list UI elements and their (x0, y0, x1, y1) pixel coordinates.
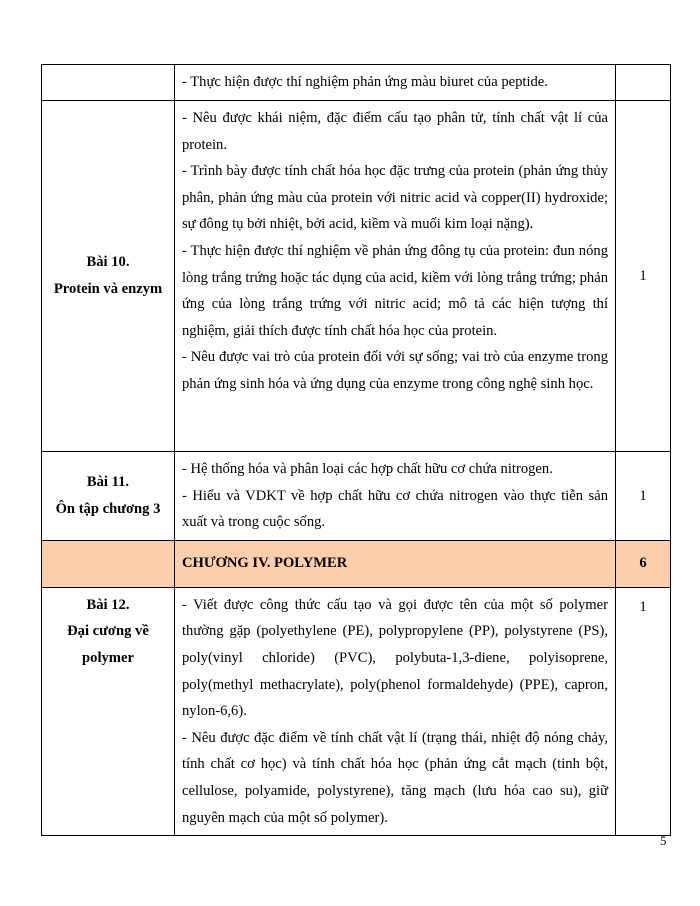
periods-cell: 1 (616, 101, 671, 452)
lesson-cell (42, 65, 175, 101)
content-item: - Hệ thống hóa và phân loại các hợp chất hữu cơ chứa nitrogen. (182, 461, 553, 477)
table-row (42, 101, 671, 452)
curriculum-table (41, 64, 671, 836)
table-row (42, 587, 671, 835)
periods-cell (616, 65, 671, 101)
periods-cell: 1 (616, 452, 671, 541)
content-cell (175, 65, 616, 101)
content-item: - Nêu được vai trò của protein đối với sự sống; vai trò của enzyme trong phản ứng sinh hóa và ứng dụng của enzyme trong công nghệ sinh học. (182, 349, 608, 392)
lesson-number: Bài 10. (86, 254, 130, 271)
table-row (42, 65, 671, 101)
content-item: - Nêu được khái niệm, đặc điểm cấu tạo phân tử, tính chất vật lí của protein. (182, 110, 608, 153)
lesson-cell (42, 452, 175, 541)
content-item: - Thực hiện được thí nghiệm về phản ứng đông tụ của protein: đun nóng lòng trắng trứng hoặc tác dụng của acid, kiềm với lòng trắng trứng; phản ứng của lòng trắng trứng với nitric acid; mô tả các hiện tượng thí nghiệm, giải thích được tính chất hóa học của protein. (182, 242, 608, 339)
lesson-title: Đại cương về (67, 623, 149, 640)
chapter-periods: 6 (616, 540, 671, 587)
lesson-title: polymer (82, 649, 134, 666)
content-cell (175, 452, 616, 541)
content-cell (175, 101, 616, 452)
content-item: - Nêu được đặc điểm về tính chất vật lí (trạng thái, nhiệt độ nóng chảy, tính chất cơ học) và tính chất hóa học (phản ứng cắt mạch (tinh bột, cellulose, polyamide, polystyrene), tăng mạch (lưu hóa cao su), giữ nguyên mạch của một số polymer). (182, 729, 608, 826)
lesson-cell (42, 587, 175, 835)
chapter-title: CHƯƠNG IV. POLYMER (175, 540, 616, 587)
content-item: - Viết được công thức cấu tạo và gọi được tên của một số polymer thường gặp (polyethylene (PE), polypropylene (PP), polystyrene (PS), poly(vinyl chloride) (PVC), polybuta-1,3-diene, polyisoprene, poly(methyl methacrylate), poly(phenol formaldehyde) (PPE), capron, nylon-6,6). (182, 596, 608, 720)
page-number: 5 (660, 833, 667, 848)
content-item: - Thực hiện được thí nghiệm phản ứng màu biuret của peptide. (182, 74, 548, 90)
lesson-number: Bài 11. (86, 474, 130, 491)
lesson-title: Protein và enzym (53, 281, 163, 297)
lesson-cell (42, 101, 175, 452)
chapter-blank-cell (42, 540, 175, 587)
content-cell (175, 587, 616, 835)
content-item: - Trình bày được tính chất hóa học đặc trưng của protein (phản ứng thủy phân, phản ứng màu của protein với nitric acid và copper(II) hydroxide; sự đông tụ bởi nhiệt, bởi acid, kiềm và muối kim loại nặng). (182, 163, 608, 233)
chapter-row (42, 540, 671, 587)
content-item: - Hiểu và VDKT về hợp chất hữu cơ chứa nitrogen vào thực tiễn sản xuất và trong cuộc sống. (182, 487, 608, 531)
lesson-title: Ôn tập chương 3 (55, 500, 161, 517)
periods-cell: 1 (616, 587, 671, 835)
lesson-number: Bài 12. (86, 596, 130, 613)
table-row (42, 452, 671, 541)
